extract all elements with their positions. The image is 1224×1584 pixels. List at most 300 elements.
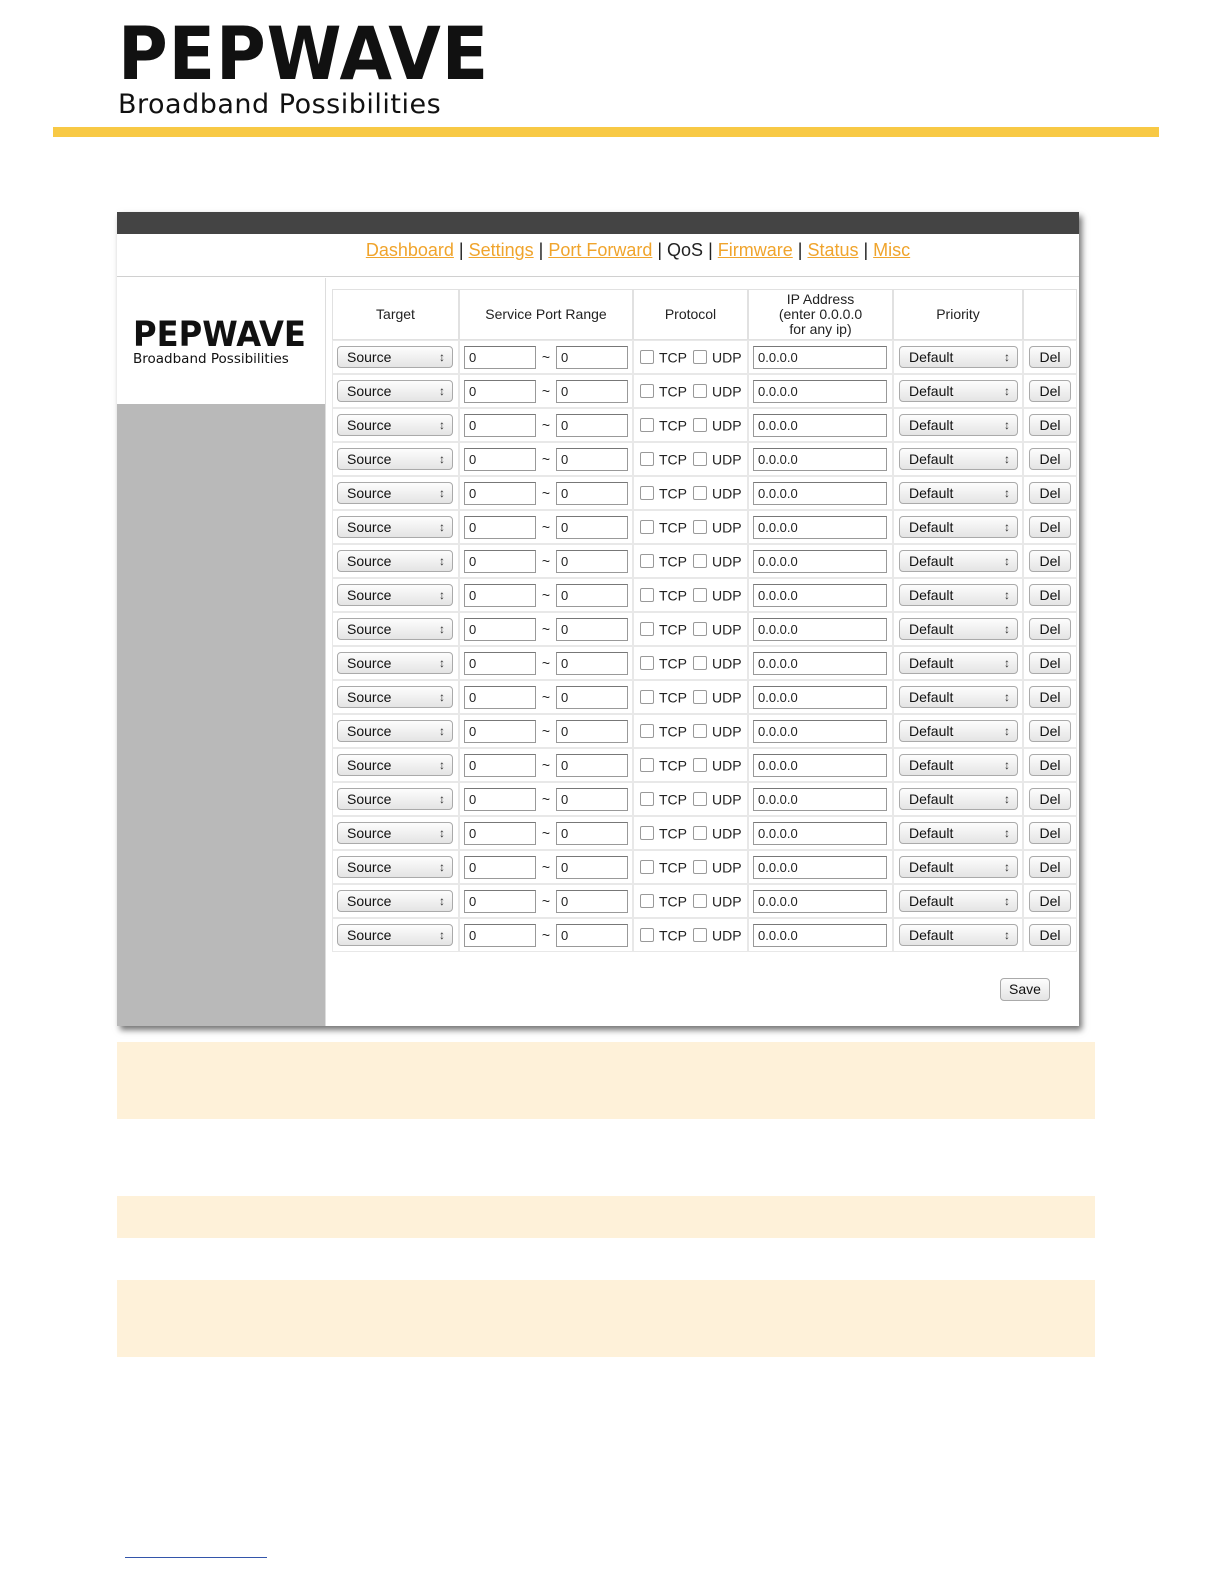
header-priority: Priority — [893, 289, 1023, 340]
updown-arrows-icon: ↕ — [1004, 758, 1010, 772]
sidebar — [117, 278, 325, 1026]
target-select[interactable] — [337, 890, 453, 912]
target-select-value: Source — [347, 553, 392, 569]
updown-arrows-icon: ↕ — [1004, 894, 1010, 908]
nav-status[interactable]: Status — [807, 240, 859, 260]
cell-protocol — [633, 816, 748, 850]
range-separator: ~ — [541, 757, 551, 773]
cell-ip — [748, 612, 893, 646]
logo-tagline: Broadband Possibilities — [118, 89, 442, 120]
port-to-input[interactable]: 0 — [556, 890, 628, 913]
udp-checkbox[interactable] — [693, 554, 707, 568]
ip-address-input[interactable]: 0.0.0.0 — [753, 380, 887, 403]
port-from-input[interactable]: 0 — [464, 890, 536, 913]
port-to-input[interactable]: 0 — [556, 652, 628, 675]
tcp-checkbox[interactable] — [640, 622, 654, 636]
udp-label: UDP — [712, 451, 742, 468]
cell-protocol — [633, 578, 748, 612]
priority-select-value: Default — [909, 757, 954, 773]
cell-protocol — [633, 850, 748, 884]
target-select[interactable] — [337, 924, 453, 946]
nav-dashboard[interactable]: Dashboard — [365, 240, 454, 260]
udp-checkbox[interactable] — [693, 792, 707, 806]
delete-row-button[interactable]: Del — [1029, 618, 1071, 640]
port-from-input[interactable]: 0 — [464, 652, 536, 675]
tcp-checkbox[interactable] — [640, 826, 654, 840]
port-to-input[interactable]: 0 — [556, 482, 628, 505]
tcp-checkbox[interactable] — [640, 894, 654, 908]
cell-protocol — [633, 442, 748, 476]
cell-priority — [893, 918, 1023, 952]
cell-actions — [1023, 680, 1077, 714]
target-select[interactable] — [337, 448, 453, 470]
delete-row-button[interactable]: Del — [1029, 516, 1071, 538]
priority-select-value: Default — [909, 791, 954, 807]
cell-protocol — [633, 408, 748, 442]
port-to-input[interactable]: 0 — [556, 380, 628, 403]
udp-checkbox[interactable] — [693, 622, 707, 636]
delete-row-button[interactable]: Del — [1029, 856, 1071, 878]
updown-arrows-icon: ↕ — [1004, 384, 1010, 398]
ip-address-input[interactable]: 0.0.0.0 — [753, 448, 887, 471]
cell-actions — [1023, 714, 1077, 748]
udp-label: UDP — [712, 723, 742, 740]
priority-select[interactable] — [899, 754, 1018, 776]
port-from-input[interactable]: 0 — [464, 924, 536, 947]
header-protocol: Protocol — [633, 289, 748, 340]
priority-select[interactable] — [899, 550, 1018, 572]
nav-firmware[interactable]: Firmware — [717, 240, 793, 260]
udp-checkbox[interactable] — [693, 418, 707, 432]
range-separator: ~ — [541, 417, 551, 433]
target-select-value: Source — [347, 859, 392, 875]
port-from-input[interactable]: 0 — [464, 346, 536, 369]
target-select[interactable] — [337, 720, 453, 742]
priority-select-value: Default — [909, 621, 954, 637]
updown-arrows-icon: ↕ — [1004, 486, 1010, 500]
delete-row-button[interactable]: Del — [1029, 482, 1071, 504]
udp-label: UDP — [712, 791, 742, 808]
udp-checkbox[interactable] — [693, 758, 707, 772]
ip-address-input[interactable]: 0.0.0.0 — [753, 550, 887, 573]
cell-ip — [748, 646, 893, 680]
tcp-checkbox[interactable] — [640, 520, 654, 534]
delete-row-button[interactable]: Del — [1029, 890, 1071, 912]
delete-row-button[interactable]: Del — [1029, 380, 1071, 402]
tcp-checkbox[interactable] — [640, 384, 654, 398]
target-select-value: Source — [347, 621, 392, 637]
cell-target — [332, 442, 459, 476]
tcp-label: TCP — [659, 383, 687, 400]
cell-priority — [893, 340, 1023, 374]
port-to-input[interactable]: 0 — [556, 822, 628, 845]
nav-settings[interactable]: Settings — [468, 240, 534, 260]
ip-address-input[interactable]: 0.0.0.0 — [753, 414, 887, 437]
port-to-input[interactable]: 0 — [556, 448, 628, 471]
tcp-label: TCP — [659, 723, 687, 740]
delete-row-button[interactable]: Del — [1029, 584, 1071, 606]
cell-priority — [893, 714, 1023, 748]
delete-row-button[interactable]: Del — [1029, 720, 1071, 742]
ip-address-input[interactable]: 0.0.0.0 — [753, 890, 887, 913]
port-from-input[interactable]: 0 — [464, 584, 536, 607]
cell-priority — [893, 578, 1023, 612]
cell-port-range — [459, 850, 633, 884]
router-qos-screenshot — [117, 212, 1079, 1026]
tcp-checkbox[interactable] — [640, 588, 654, 602]
tcp-checkbox[interactable] — [640, 792, 654, 806]
footnote-rule — [125, 1557, 267, 1558]
cell-ip — [748, 374, 893, 408]
table-row — [332, 714, 1077, 748]
updown-arrows-icon: ↕ — [439, 452, 445, 466]
target-select[interactable] — [337, 414, 453, 436]
tcp-checkbox[interactable] — [640, 928, 654, 942]
ip-address-input[interactable]: 0.0.0.0 — [753, 618, 887, 641]
priority-select[interactable] — [899, 618, 1018, 640]
nav-separator: | — [458, 240, 464, 260]
priority-select-value: Default — [909, 553, 954, 569]
delete-row-button[interactable]: Del — [1029, 414, 1071, 436]
priority-select-value: Default — [909, 927, 954, 943]
cell-port-range — [459, 884, 633, 918]
range-separator: ~ — [541, 383, 551, 399]
delete-row-button[interactable]: Del — [1029, 754, 1071, 776]
delete-row-button[interactable]: Del — [1029, 822, 1071, 844]
updown-arrows-icon: ↕ — [439, 418, 445, 432]
priority-select[interactable] — [899, 516, 1018, 538]
priority-select[interactable] — [899, 346, 1018, 368]
target-select[interactable] — [337, 584, 453, 606]
updown-arrows-icon: ↕ — [439, 826, 445, 840]
ip-address-input[interactable]: 0.0.0.0 — [753, 584, 887, 607]
priority-select[interactable] — [899, 584, 1018, 606]
cell-port-range — [459, 442, 633, 476]
port-to-input[interactable]: 0 — [556, 550, 628, 573]
table-header-row — [332, 289, 1077, 340]
udp-checkbox[interactable] — [693, 384, 707, 398]
port-to-input[interactable]: 0 — [556, 720, 628, 743]
cell-ip — [748, 476, 893, 510]
tcp-checkbox[interactable] — [640, 724, 654, 738]
udp-checkbox[interactable] — [693, 656, 707, 670]
ip-address-input[interactable]: 0.0.0.0 — [753, 924, 887, 947]
port-to-input[interactable]: 0 — [556, 584, 628, 607]
cell-port-range — [459, 918, 633, 952]
priority-select-value: Default — [909, 485, 954, 501]
target-select[interactable] — [337, 550, 453, 572]
port-from-input[interactable]: 0 — [464, 414, 536, 437]
nav-separator: | — [657, 240, 663, 260]
tcp-label: TCP — [659, 825, 687, 842]
cell-target — [332, 476, 459, 510]
nav-separator: | — [797, 240, 803, 260]
table-row — [332, 680, 1077, 714]
ip-address-input[interactable]: 0.0.0.0 — [753, 346, 887, 369]
nav-separator: | — [708, 240, 713, 260]
cell-priority — [893, 476, 1023, 510]
udp-label: UDP — [712, 825, 742, 842]
port-to-input[interactable]: 0 — [556, 754, 628, 777]
udp-checkbox[interactable] — [693, 486, 707, 500]
udp-checkbox[interactable] — [693, 724, 707, 738]
ip-address-input[interactable]: 0.0.0.0 — [753, 720, 887, 743]
port-from-input[interactable]: 0 — [464, 550, 536, 573]
port-to-input[interactable]: 0 — [556, 346, 628, 369]
target-select[interactable] — [337, 380, 453, 402]
cell-target — [332, 680, 459, 714]
updown-arrows-icon: ↕ — [439, 520, 445, 534]
cell-target — [332, 578, 459, 612]
target-select-value: Source — [347, 927, 392, 943]
target-select[interactable] — [337, 788, 453, 810]
cell-ip — [748, 680, 893, 714]
target-select-value: Source — [347, 893, 392, 909]
target-select[interactable] — [337, 516, 453, 538]
port-from-input[interactable]: 0 — [464, 448, 536, 471]
target-select[interactable] — [337, 822, 453, 844]
priority-select[interactable] — [899, 414, 1018, 436]
priority-select[interactable] — [899, 822, 1018, 844]
target-select-value: Source — [347, 519, 392, 535]
ip-address-input[interactable]: 0.0.0.0 — [753, 516, 887, 539]
cell-port-range — [459, 408, 633, 442]
cell-protocol — [633, 646, 748, 680]
cell-ip — [748, 816, 893, 850]
priority-select-value: Default — [909, 723, 954, 739]
priority-select[interactable] — [899, 890, 1018, 912]
updown-arrows-icon: ↕ — [1004, 826, 1010, 840]
priority-select[interactable] — [899, 788, 1018, 810]
target-select[interactable] — [337, 482, 453, 504]
nav-misc[interactable]: Misc — [873, 240, 911, 260]
cell-priority — [893, 408, 1023, 442]
save-button[interactable]: Save — [1000, 978, 1050, 1001]
port-to-input[interactable]: 0 — [556, 924, 628, 947]
cell-protocol — [633, 476, 748, 510]
tcp-checkbox[interactable] — [640, 418, 654, 432]
cell-port-range — [459, 510, 633, 544]
table-row — [332, 408, 1077, 442]
range-separator: ~ — [541, 655, 551, 671]
ip-address-input[interactable]: 0.0.0.0 — [753, 788, 887, 811]
table-row — [332, 544, 1077, 578]
ip-address-input[interactable]: 0.0.0.0 — [753, 856, 887, 879]
port-from-input[interactable]: 0 — [464, 516, 536, 539]
udp-label: UDP — [712, 349, 742, 366]
updown-arrows-icon: ↕ — [1004, 452, 1010, 466]
udp-checkbox[interactable] — [693, 826, 707, 840]
table-row — [332, 340, 1077, 374]
port-to-input[interactable]: 0 — [556, 856, 628, 879]
cell-target — [332, 612, 459, 646]
cell-protocol — [633, 612, 748, 646]
nav-qos-current: QoS — [667, 240, 704, 260]
cell-port-range — [459, 544, 633, 578]
port-from-input[interactable]: 0 — [464, 618, 536, 641]
udp-label: UDP — [712, 927, 742, 944]
cell-priority — [893, 612, 1023, 646]
target-select[interactable] — [337, 346, 453, 368]
cell-ip — [748, 918, 893, 952]
target-select-value: Source — [347, 723, 392, 739]
udp-checkbox[interactable] — [693, 588, 707, 602]
window-top-bar — [117, 212, 1079, 234]
port-to-input[interactable]: 0 — [556, 686, 628, 709]
tcp-checkbox[interactable] — [640, 486, 654, 500]
udp-checkbox[interactable] — [693, 690, 707, 704]
delete-row-button[interactable]: Del — [1029, 924, 1071, 946]
cell-protocol — [633, 782, 748, 816]
port-from-input[interactable]: 0 — [464, 856, 536, 879]
updown-arrows-icon: ↕ — [1004, 724, 1010, 738]
cell-priority — [893, 884, 1023, 918]
cell-actions — [1023, 408, 1077, 442]
priority-select-value: Default — [909, 655, 954, 671]
target-select[interactable] — [337, 754, 453, 776]
cell-priority — [893, 748, 1023, 782]
range-separator: ~ — [541, 587, 551, 603]
priority-select-value: Default — [909, 587, 954, 603]
sidebar-panel — [117, 404, 325, 1026]
port-to-input[interactable]: 0 — [556, 516, 628, 539]
range-separator: ~ — [541, 927, 551, 943]
cell-protocol — [633, 680, 748, 714]
cell-target — [332, 884, 459, 918]
udp-checkbox[interactable] — [693, 520, 707, 534]
delete-row-button[interactable]: Del — [1029, 448, 1071, 470]
port-from-input[interactable]: 0 — [464, 482, 536, 505]
header-ip-address — [748, 289, 893, 340]
cell-actions — [1023, 748, 1077, 782]
cell-target — [332, 850, 459, 884]
cell-priority — [893, 544, 1023, 578]
cell-target — [332, 714, 459, 748]
table-row — [332, 510, 1077, 544]
ip-address-input[interactable]: 0.0.0.0 — [753, 754, 887, 777]
delete-row-button[interactable]: Del — [1029, 788, 1071, 810]
priority-select-value: Default — [909, 825, 954, 841]
priority-select[interactable] — [899, 482, 1018, 504]
range-separator: ~ — [541, 349, 551, 365]
tcp-label: TCP — [659, 927, 687, 944]
cell-protocol — [633, 714, 748, 748]
range-separator: ~ — [541, 859, 551, 875]
cell-priority — [893, 680, 1023, 714]
port-from-input[interactable]: 0 — [464, 822, 536, 845]
udp-checkbox[interactable] — [693, 452, 707, 466]
updown-arrows-icon: ↕ — [439, 860, 445, 874]
tcp-checkbox[interactable] — [640, 690, 654, 704]
updown-arrows-icon: ↕ — [439, 486, 445, 500]
priority-select[interactable] — [899, 856, 1018, 878]
tcp-checkbox[interactable] — [640, 860, 654, 874]
tcp-checkbox[interactable] — [640, 758, 654, 772]
cell-actions — [1023, 476, 1077, 510]
cell-protocol — [633, 748, 748, 782]
delete-row-button[interactable]: Del — [1029, 686, 1071, 708]
cell-actions — [1023, 578, 1077, 612]
target-select-value: Source — [347, 485, 392, 501]
port-to-input[interactable]: 0 — [556, 618, 628, 641]
port-from-input[interactable]: 0 — [464, 754, 536, 777]
highlight-band — [117, 1196, 1095, 1238]
cell-port-range — [459, 680, 633, 714]
logo-wordmark: PEPWAVE — [118, 12, 490, 97]
port-to-input[interactable]: 0 — [556, 414, 628, 437]
target-select[interactable] — [337, 652, 453, 674]
priority-select[interactable] — [899, 448, 1018, 470]
updown-arrows-icon: ↕ — [1004, 656, 1010, 670]
priority-select-value: Default — [909, 893, 954, 909]
udp-checkbox[interactable] — [693, 860, 707, 874]
cell-ip — [748, 340, 893, 374]
port-to-input[interactable]: 0 — [556, 788, 628, 811]
updown-arrows-icon: ↕ — [1004, 622, 1010, 636]
cell-ip — [748, 714, 893, 748]
tcp-label: TCP — [659, 553, 687, 570]
range-separator: ~ — [541, 689, 551, 705]
ip-address-input[interactable]: 0.0.0.0 — [753, 482, 887, 505]
delete-row-button[interactable]: Del — [1029, 550, 1071, 572]
priority-select[interactable] — [899, 720, 1018, 742]
priority-select-value: Default — [909, 519, 954, 535]
port-from-input[interactable]: 0 — [464, 720, 536, 743]
priority-select[interactable] — [899, 652, 1018, 674]
cell-priority — [893, 442, 1023, 476]
tcp-checkbox[interactable] — [640, 554, 654, 568]
cell-protocol — [633, 510, 748, 544]
tcp-label: TCP — [659, 485, 687, 502]
udp-checkbox[interactable] — [693, 928, 707, 942]
cell-port-range — [459, 578, 633, 612]
tcp-label: TCP — [659, 519, 687, 536]
port-from-input[interactable]: 0 — [464, 788, 536, 811]
range-separator: ~ — [541, 825, 551, 841]
ip-address-input[interactable]: 0.0.0.0 — [753, 822, 887, 845]
cell-actions — [1023, 442, 1077, 476]
table-row — [332, 748, 1077, 782]
tcp-checkbox[interactable] — [640, 452, 654, 466]
priority-select[interactable] — [899, 924, 1018, 946]
updown-arrows-icon: ↕ — [439, 588, 445, 602]
range-separator: ~ — [541, 553, 551, 569]
priority-select[interactable] — [899, 380, 1018, 402]
ip-address-input[interactable]: 0.0.0.0 — [753, 652, 887, 675]
port-from-input[interactable]: 0 — [464, 380, 536, 403]
target-select[interactable] — [337, 618, 453, 640]
delete-row-button[interactable]: Del — [1029, 652, 1071, 674]
udp-label: UDP — [712, 893, 742, 910]
target-select[interactable] — [337, 856, 453, 878]
tcp-checkbox[interactable] — [640, 656, 654, 670]
ip-address-input[interactable]: 0.0.0.0 — [753, 686, 887, 709]
tcp-checkbox[interactable] — [640, 350, 654, 364]
cell-ip — [748, 544, 893, 578]
delete-row-button[interactable]: Del — [1029, 346, 1071, 368]
target-select[interactable] — [337, 686, 453, 708]
cell-protocol — [633, 544, 748, 578]
priority-select[interactable] — [899, 686, 1018, 708]
updown-arrows-icon: ↕ — [439, 656, 445, 670]
cell-ip — [748, 442, 893, 476]
nav-port-forward[interactable]: Port Forward — [548, 240, 653, 260]
target-select-value: Source — [347, 587, 392, 603]
range-separator: ~ — [541, 893, 551, 909]
udp-checkbox[interactable] — [693, 350, 707, 364]
udp-checkbox[interactable] — [693, 894, 707, 908]
port-from-input[interactable]: 0 — [464, 686, 536, 709]
